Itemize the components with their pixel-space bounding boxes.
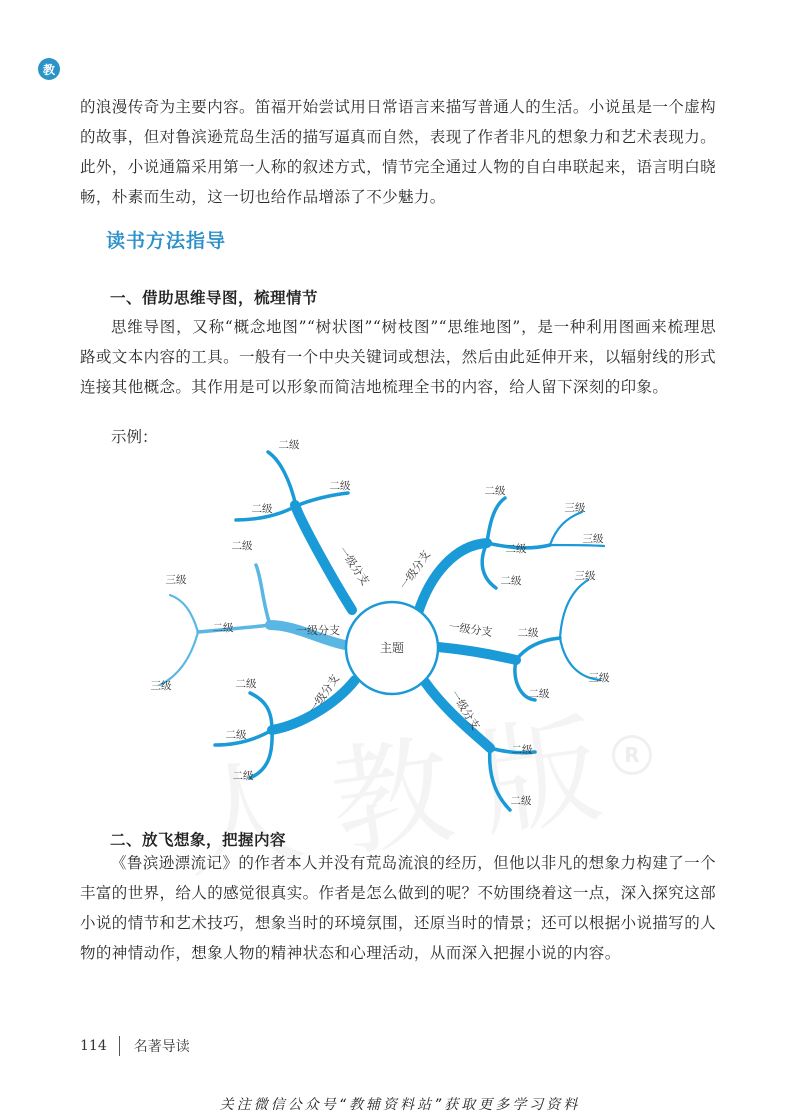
branch-upper-right-sub1 [487, 498, 505, 543]
level3-label: 三级 [165, 574, 187, 586]
level2-label: 二级 [212, 622, 234, 634]
level2-label: 二级 [278, 439, 300, 451]
branch-upper-right-sub3 [482, 543, 496, 588]
footer-divider [119, 1036, 120, 1056]
promo-note: 关注微信公众号“教辅资料站”获取更多学习资料 [219, 1097, 581, 1113]
branch-upper-right-l3b [550, 545, 604, 546]
level1-label: 一级分支 [447, 620, 494, 640]
registered-mark-icon: R [612, 735, 652, 775]
section2-heading: 二、放飞想象，把握内容 [110, 831, 287, 849]
section2-body [80, 848, 716, 968]
level2-label: 二级 [329, 480, 351, 492]
level2-label: 二级 [528, 688, 550, 700]
center-topic-label: 主题 [379, 641, 405, 655]
publisher-logo-icon: 教 [38, 58, 60, 80]
branch-left-l3b [160, 632, 198, 685]
level3-label: 三级 [564, 502, 586, 514]
book-title: 名著导读 [133, 1039, 190, 1055]
page-footer [80, 1036, 190, 1056]
branch-lower-right-sub2 [490, 748, 510, 810]
intro-text: 的浪漫传奇为主要内容。笛福开始尝试用日常语言来描写普通人的生活。小说虽是一个虚构的故事，但对鲁滨逊荒岛生活的描写逼真而自然，表现了作者非凡的想象力和艺术表现力。此外，小说通篇采用第一人称的叙述方式，情节完全通过人物的自白串联起来，语言明白晓畅，朴素而生动，这一切也给作品增添了不少魅力。 [80, 98, 717, 206]
level3-label: 三级 [150, 680, 172, 692]
level2-label: 二级 [235, 678, 257, 690]
branch-left-l3a [170, 595, 198, 632]
level2-label: 二级 [500, 575, 522, 587]
level1-label: 一级分支 [397, 548, 434, 592]
branch-right [438, 647, 516, 660]
level2-label: 二级 [232, 770, 254, 782]
level2-label: 二级 [251, 503, 273, 515]
branch-right-l3a [560, 580, 588, 638]
section1-text: 思维导图，又称“概念地图”“树状图”“树枝图”“思维地图”，是一种利用图画来梳理思路或文本内容的工具。一般有一个中央关键词或想法，然后由此延伸开来，以辐射线的形式连接其他概念。其作用是可以形象而简洁地梳理全书的内容，给人留下深刻的印象。 [80, 318, 717, 396]
level2-label: 二级 [511, 744, 533, 756]
level1-label: 一级分支 [335, 544, 372, 588]
level2-label: 二级 [517, 627, 539, 639]
level2-label: 二级 [225, 729, 247, 741]
branch-upper-left-sub2 [296, 493, 348, 506]
level3-label: 三级 [574, 570, 596, 582]
level1-label: 一级分支 [447, 688, 483, 733]
level1-label: 一级分支 [306, 672, 343, 716]
branch-left-sub2 [198, 625, 270, 632]
page-number: 114 [80, 1038, 107, 1054]
level2-label: 二级 [505, 543, 527, 555]
level2-label: 二级 [484, 485, 506, 497]
branch-right-sub1 [516, 638, 560, 660]
level1-label: 一级分支 [296, 624, 340, 637]
level2-label: 二级 [510, 795, 532, 807]
level3-label: 三级 [582, 533, 604, 545]
branch-left-sub1 [256, 565, 270, 625]
section1-heading: 一、借助思维导图，梳理情节 [110, 289, 319, 307]
method-guide-heading: 读书方法指导 [106, 230, 227, 252]
level3-label: 三级 [588, 672, 610, 684]
branch-upper-left-sub1 [268, 452, 296, 506]
level2-label: 二级 [231, 540, 253, 552]
example-label: 示例： [111, 428, 158, 446]
branch-lower-left-sub1 [250, 693, 272, 730]
branch-upper-right-l3a [550, 512, 582, 545]
section2-text: 《鲁滨逊漂流记》的作者本人并没有荒岛流浪的经历，但他以非凡的想象力构建了一个丰富的世界，给人的感觉很真实。作者是怎么做到的呢？不妨围绕着这一点，深入探究这部小说的情节和艺术技巧，想象当时的环境氛围，还原当时的情景；还可以根据小说描写的人物的神情动作，想象人物的精神状态和心理活动，从而深入把握小说的内容。 [80, 854, 717, 962]
